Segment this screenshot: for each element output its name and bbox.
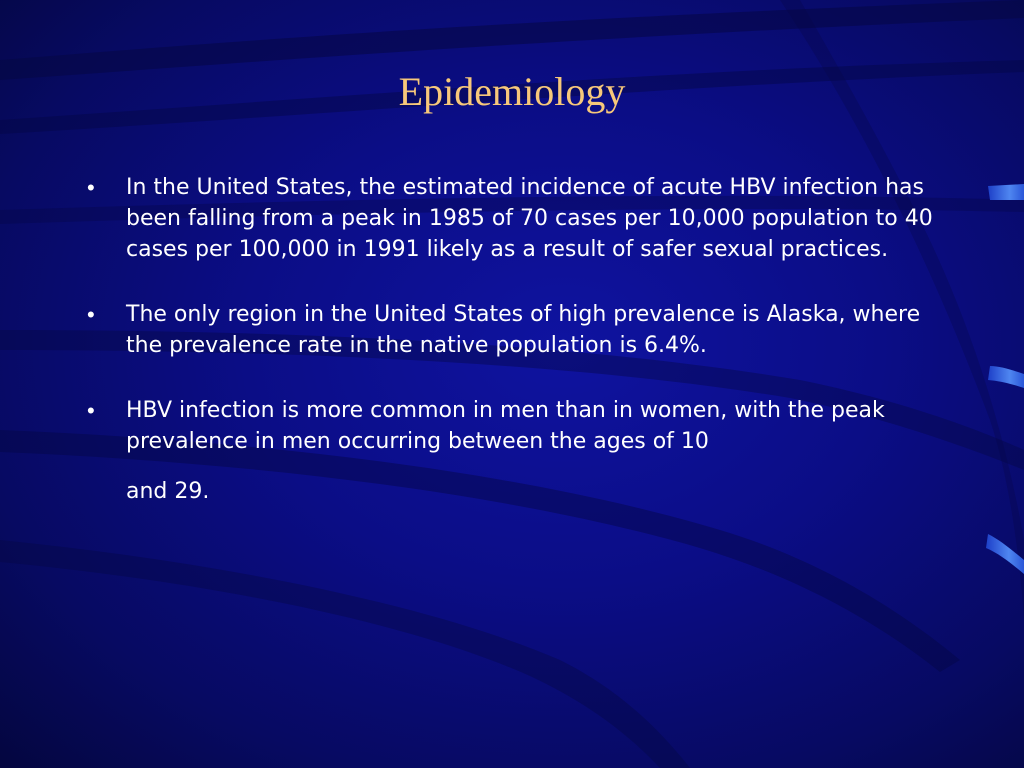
swoosh-6 bbox=[0, 540, 690, 768]
bullet-icon: • bbox=[87, 302, 95, 327]
bullet-icon: • bbox=[87, 398, 95, 423]
bullet-item bbox=[87, 395, 937, 507]
accent-tab-1 bbox=[988, 184, 1024, 200]
bullet-icon: • bbox=[87, 175, 95, 200]
accent-tab-2 bbox=[988, 366, 1024, 388]
bullet-list bbox=[87, 172, 937, 541]
bullet-text: In the United States, the estimated incidence of acute HBV infection has been falling from a peak in 1985 of 70 cases per 10,000 population to 40 cases per 100,000 in 1991 likely as a result of safer sexual practices. bbox=[126, 175, 933, 262]
bullet-item bbox=[87, 299, 937, 361]
bullet-item bbox=[87, 172, 937, 265]
bullet-text: HBV infection is more common in men than in women, with the peak prevalence in men occurring between the ages of 10 bbox=[126, 398, 885, 454]
slide-title: Epidemiology bbox=[398, 69, 626, 114]
bullet-text: The only region in the United States of high prevalence is Alaska, where the prevalence rate in the native population is 6.4%. bbox=[126, 302, 921, 358]
bullet-continuation: and 29. bbox=[126, 479, 210, 504]
